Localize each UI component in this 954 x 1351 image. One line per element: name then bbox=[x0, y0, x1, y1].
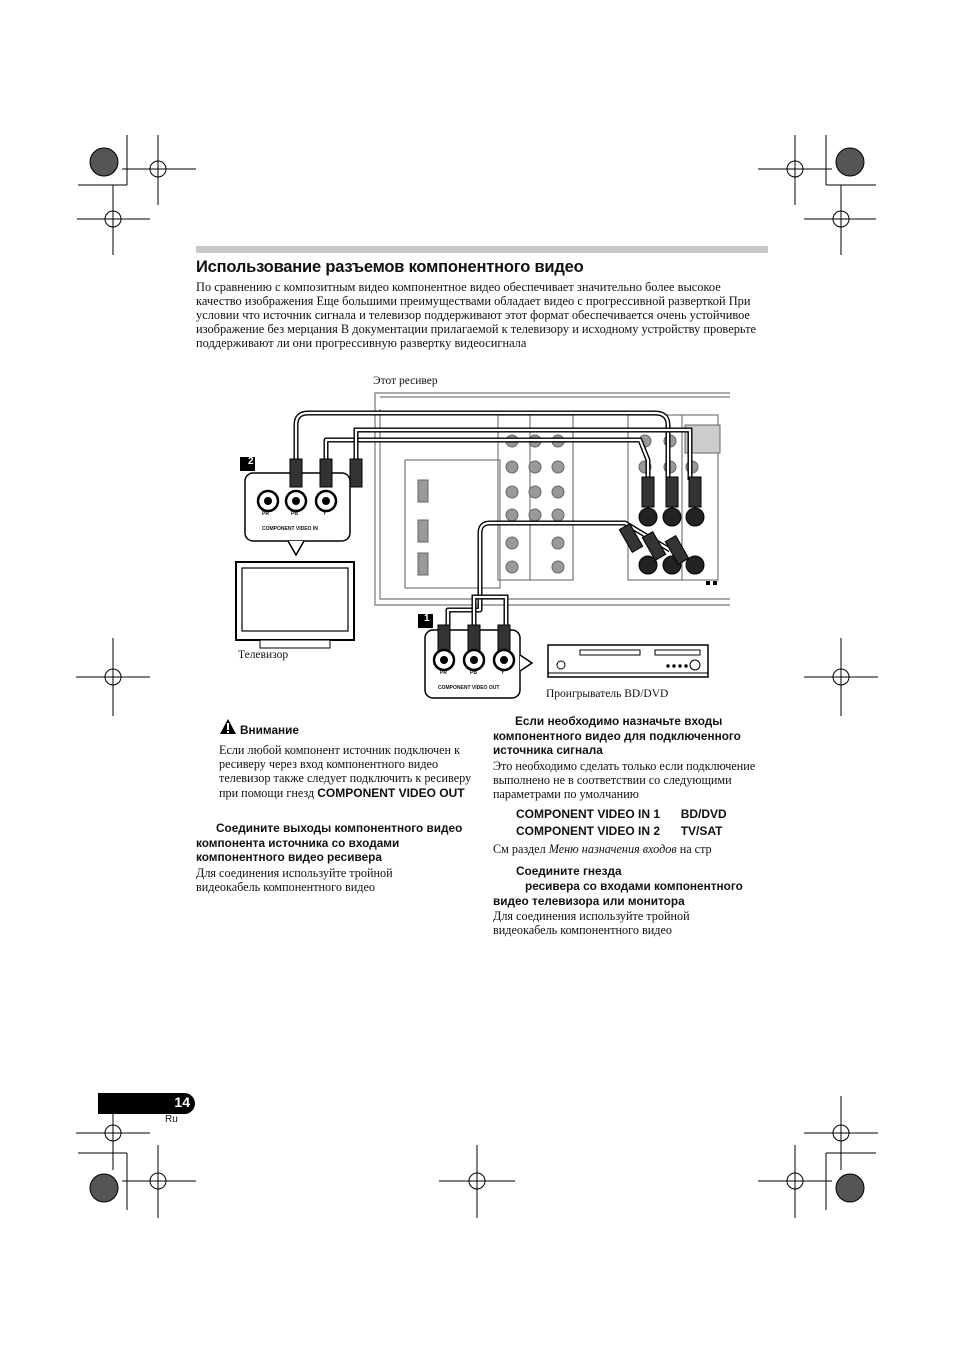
tv-jack-pr: PR bbox=[262, 511, 269, 517]
player-jack-pr: PR bbox=[440, 670, 447, 676]
see-prefix: См раздел bbox=[493, 842, 546, 856]
player-label: Проигрыватель BD/DVD bbox=[546, 688, 669, 700]
step2-text: Для соединения используйте тройной видеокабель компонентного видео bbox=[493, 909, 690, 938]
step2-heading-a: Соедините гнезда bbox=[516, 864, 622, 878]
caution-title: Внимание bbox=[240, 723, 299, 737]
assign-heading bbox=[493, 714, 768, 758]
assign-text: Это необходимо сделать только если подключение выполнено не в соответствии со следующими параметрами по умолчанию bbox=[493, 759, 756, 802]
page-number: 14 bbox=[174, 1094, 190, 1110]
step1-text: Для соединения используйте тройной видеокабель компонентного видео bbox=[196, 866, 393, 895]
caution-jack-name: COMPONENT VIDEO OUT bbox=[317, 785, 465, 800]
tv-label: Телевизор bbox=[238, 649, 289, 661]
step1-heading-text: Соедините выходы компонентного видео компонента источника со входами компонентного видео ресивера bbox=[196, 821, 463, 865]
tv-component-in-label: COMPONENT VIDEO IN bbox=[262, 526, 318, 532]
default1-input: COMPONENT VIDEO IN 1 bbox=[516, 807, 661, 821]
default2-row bbox=[516, 824, 723, 838]
step2-heading-b-text: ресивера со входами компонентного видео телевизора или монитора bbox=[493, 879, 743, 908]
see-suffix: на стр bbox=[679, 842, 712, 856]
assign-heading-text: Если необходимо назначьте входы компонентного видео для подключенного источника сигнала bbox=[493, 714, 741, 758]
step2-number: 2 bbox=[248, 456, 254, 467]
caution-text bbox=[219, 743, 474, 800]
step2-heading-b bbox=[493, 879, 768, 908]
default2-source: TV/SAT bbox=[680, 824, 723, 838]
default1-source: BD/DVD bbox=[680, 807, 727, 821]
player-jack-pb: PB bbox=[470, 670, 477, 676]
tv-jack-y: Y bbox=[323, 511, 327, 517]
receiver-label: Этот ресивер bbox=[373, 375, 438, 387]
language-code: Ru bbox=[165, 1114, 178, 1125]
section-header-bar bbox=[196, 246, 768, 253]
default2-input: COMPONENT VIDEO IN 2 bbox=[516, 824, 661, 838]
bd-player-illustration bbox=[548, 645, 708, 677]
page-title: Использование разъемов компонентного видео bbox=[196, 258, 584, 276]
tv-illustration bbox=[236, 562, 354, 648]
caution-icon bbox=[219, 718, 237, 735]
player-jack-y: Y bbox=[501, 670, 505, 676]
player-component-out-label: COMPONENT VIDEO OUT bbox=[438, 685, 500, 691]
caution-body: Если любой компонент источник подключен к ресиверу через вход компонентного видео телевизор также следует подключить к ресиверу при помощи гнезд bbox=[219, 743, 472, 800]
see-section-name: Меню назначения входов bbox=[548, 842, 677, 856]
intro-paragraph: По сравнению с композитным видео компонентное видео обеспечивает значительно более высокое качество изображения Еще большими преимуществами обладает видео с прогрессивной разверткой При условии что источник сигнала и телевизор поддерживают этот формат обеспечивается очень устойчивое изображение без мерцания В документации прилагаемой к телевизору и исходному устройству проверьте поддерживают ли они прогрессивную развертку видеосигнала bbox=[196, 280, 756, 350]
connection-diagram bbox=[230, 385, 730, 710]
see-reference bbox=[493, 842, 773, 856]
step1-number: 1 bbox=[424, 613, 430, 624]
default1-row bbox=[516, 807, 727, 821]
tv-input-box bbox=[240, 457, 362, 555]
tv-jack-pb: PB bbox=[291, 511, 298, 517]
step1-heading bbox=[196, 821, 476, 865]
